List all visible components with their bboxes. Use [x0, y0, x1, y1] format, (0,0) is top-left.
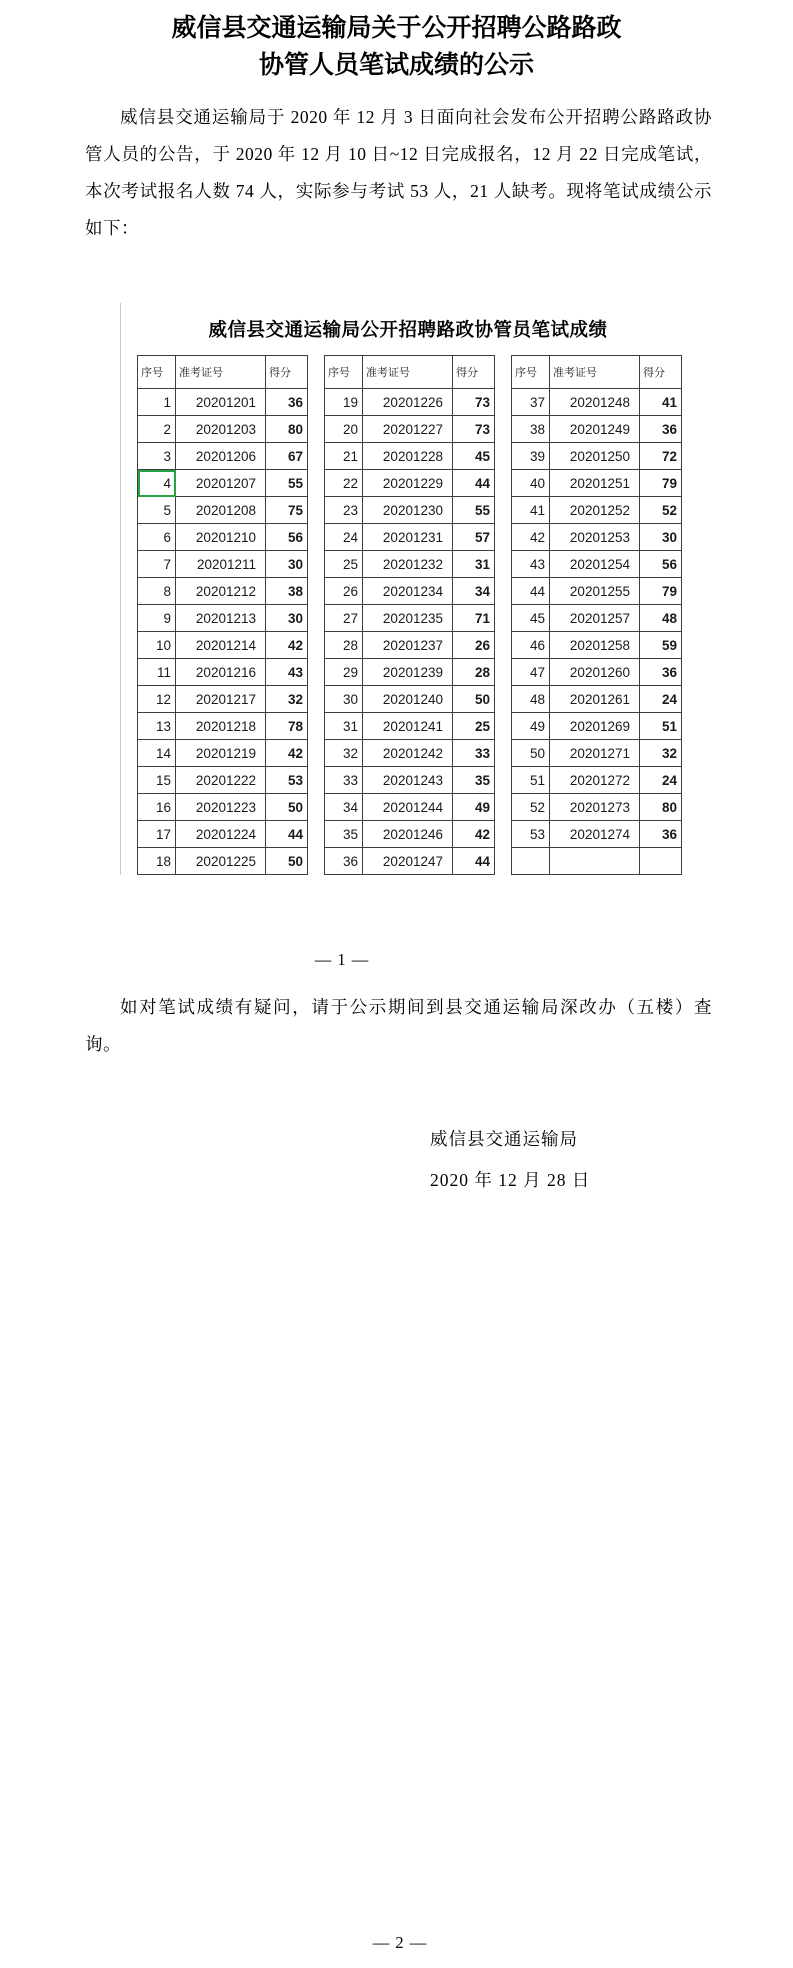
document-title — [0, 10, 793, 84]
ticket-cell: 20201210 — [176, 524, 266, 551]
table-row — [138, 443, 308, 470]
ticket-cell: 20201239 — [363, 659, 453, 686]
table-row — [325, 605, 495, 632]
seq-cell: 44 — [512, 578, 550, 605]
ticket-cell: 20201269 — [550, 713, 640, 740]
seq-cell: 30 — [325, 686, 363, 713]
table-row — [512, 659, 682, 686]
ticket-cell: 20201237 — [363, 632, 453, 659]
score-cell: 79 — [640, 470, 682, 497]
score-cell: 31 — [453, 551, 495, 578]
ticket-cell: 20201214 — [176, 632, 266, 659]
seq-cell: 13 — [138, 713, 176, 740]
ticket-cell: 20201218 — [176, 713, 266, 740]
empty-cell — [640, 848, 682, 875]
query-paragraph: 如对笔试成绩有疑问，请于公示期间到县交通运输局深改办（五楼）查询。 — [85, 997, 712, 1054]
seq-cell: 23 — [325, 497, 363, 524]
score-cell: 32 — [640, 740, 682, 767]
table-row — [325, 416, 495, 443]
ticket-cell: 20201206 — [176, 443, 266, 470]
header-seq-cell: 序号 — [512, 356, 550, 389]
ticket-cell: 20201257 — [550, 605, 640, 632]
seq-cell: 8 — [138, 578, 176, 605]
ticket-cell: 20201232 — [363, 551, 453, 578]
score-cell: 52 — [640, 497, 682, 524]
ticket-cell: 20201253 — [550, 524, 640, 551]
score-cell: 42 — [266, 632, 308, 659]
table-row — [138, 740, 308, 767]
table-row — [512, 524, 682, 551]
table-row — [512, 497, 682, 524]
ticket-cell: 20201274 — [550, 821, 640, 848]
header-score-cell: 得分 — [640, 356, 682, 389]
score-cell: 44 — [453, 470, 495, 497]
seq-cell: 12 — [138, 686, 176, 713]
ticket-cell: 20201260 — [550, 659, 640, 686]
signature-date: 2020 年 12 月 28 日 — [430, 1170, 591, 1190]
ticket-cell: 20201271 — [550, 740, 640, 767]
table-row — [512, 686, 682, 713]
table-row — [138, 578, 308, 605]
ticket-cell: 20201208 — [176, 497, 266, 524]
table-row — [138, 659, 308, 686]
score-cell: 73 — [453, 416, 495, 443]
table-row — [325, 578, 495, 605]
ticket-cell: 20201203 — [176, 416, 266, 443]
empty-row — [512, 848, 682, 875]
table-row — [325, 848, 495, 875]
seq-cell: 36 — [325, 848, 363, 875]
score-cell: 36 — [266, 389, 308, 416]
seq-cell: 32 — [325, 740, 363, 767]
score-cell: 75 — [266, 497, 308, 524]
seq-cell: 25 — [325, 551, 363, 578]
header-ticket-cell: 准考证号 — [363, 356, 453, 389]
table-row — [512, 767, 682, 794]
score-cell: 51 — [640, 713, 682, 740]
ticket-cell: 20201201 — [176, 389, 266, 416]
table-row — [138, 767, 308, 794]
table-row — [325, 389, 495, 416]
table-row — [325, 659, 495, 686]
seq-cell: 3 — [138, 443, 176, 470]
seq-cell: 52 — [512, 794, 550, 821]
table-row — [325, 497, 495, 524]
ticket-cell: 20201240 — [363, 686, 453, 713]
table-row — [138, 686, 308, 713]
ticket-cell: 20201235 — [363, 605, 453, 632]
seq-cell: 33 — [325, 767, 363, 794]
ticket-cell: 20201247 — [363, 848, 453, 875]
ticket-cell: 20201246 — [363, 821, 453, 848]
page-number-2: — 2 — — [372, 1933, 428, 1952]
seq-cell: 16 — [138, 794, 176, 821]
seq-cell: 47 — [512, 659, 550, 686]
score-cell: 79 — [640, 578, 682, 605]
table-row — [138, 821, 308, 848]
seq-cell: 18 — [138, 848, 176, 875]
seq-cell: 22 — [325, 470, 363, 497]
score-cell: 32 — [266, 686, 308, 713]
ticket-cell: 20201241 — [363, 713, 453, 740]
header-score-cell: 得分 — [266, 356, 308, 389]
ticket-cell: 20201231 — [363, 524, 453, 551]
header-seq-cell: 序号 — [325, 356, 363, 389]
table-row — [325, 524, 495, 551]
header-ticket-cell: 准考证号 — [176, 356, 266, 389]
score-table — [137, 303, 679, 875]
signature: 威信县交通运输局 — [430, 1129, 578, 1149]
seq-cell: 14 — [138, 740, 176, 767]
seq-cell: 1 — [138, 389, 176, 416]
score-cell: 43 — [266, 659, 308, 686]
table-row — [325, 821, 495, 848]
seq-cell: 10 — [138, 632, 176, 659]
ticket-cell: 20201273 — [550, 794, 640, 821]
score-cell: 50 — [453, 686, 495, 713]
table-row — [138, 794, 308, 821]
score-cell: 38 — [266, 578, 308, 605]
score-cell: 36 — [640, 821, 682, 848]
ticket-cell: 20201216 — [176, 659, 266, 686]
seq-cell: 37 — [512, 389, 550, 416]
score-cell: 45 — [453, 443, 495, 470]
ticket-cell: 20201248 — [550, 389, 640, 416]
table-row — [512, 632, 682, 659]
seq-cell: 27 — [325, 605, 363, 632]
intro-paragraph: 威信县交通运输局于 2020 年 12 月 3 日面向社会发布公开招聘公路路政协管人员的公告，于 2020 年 12 月 10 日~12 日完成报名，12 月 22 日完成笔试，本次考试报名人数 74 人，实际参与考试 53 人，21 人缺考。现将笔试成绩公示如下： — [85, 107, 712, 238]
ticket-cell: 20201258 — [550, 632, 640, 659]
table-row — [325, 713, 495, 740]
seq-cell: 11 — [138, 659, 176, 686]
table-row — [512, 416, 682, 443]
seq-cell: 5 — [138, 497, 176, 524]
seq-cell: 53 — [512, 821, 550, 848]
seq-cell: 2 — [138, 416, 176, 443]
seq-cell: 51 — [512, 767, 550, 794]
header-seq-cell: 序号 — [138, 356, 176, 389]
ticket-cell: 20201217 — [176, 686, 266, 713]
ticket-cell: 20201255 — [550, 578, 640, 605]
score-cell: 26 — [453, 632, 495, 659]
header-ticket-cell: 准考证号 — [550, 356, 640, 389]
table-row — [138, 524, 308, 551]
seq-cell: 45 — [512, 605, 550, 632]
score-cell: 44 — [266, 821, 308, 848]
seq-cell: 43 — [512, 551, 550, 578]
ticket-cell: 20201213 — [176, 605, 266, 632]
ticket-cell: 20201211 — [176, 551, 266, 578]
ticket-cell: 20201228 — [363, 443, 453, 470]
score-cell: 56 — [266, 524, 308, 551]
table-row — [512, 578, 682, 605]
seq-cell: 19 — [325, 389, 363, 416]
score-cell: 80 — [266, 416, 308, 443]
table-row — [138, 713, 308, 740]
title-line-2: 协管人员笔试成绩的公示 — [258, 52, 534, 79]
score-cell: 30 — [266, 605, 308, 632]
score-table-group-2 — [324, 355, 495, 875]
table-row — [512, 443, 682, 470]
score-table-title: 威信县交通运输局公开招聘路政协管员笔试成绩 — [208, 321, 608, 341]
selected-cell: 4 — [138, 470, 176, 497]
table-row — [512, 551, 682, 578]
seq-cell: 29 — [325, 659, 363, 686]
table-row — [512, 713, 682, 740]
seq-cell: 42 — [512, 524, 550, 551]
page-number-1: — 1 — — [314, 950, 370, 969]
table-row — [138, 632, 308, 659]
table-row — [512, 389, 682, 416]
score-cell: 36 — [640, 659, 682, 686]
seq-cell: 26 — [325, 578, 363, 605]
table-row — [512, 740, 682, 767]
ticket-cell: 20201261 — [550, 686, 640, 713]
score-table-group-1 — [137, 355, 308, 875]
ticket-cell: 20201227 — [363, 416, 453, 443]
seq-cell: 20 — [325, 416, 363, 443]
table-row — [325, 794, 495, 821]
table-row — [138, 416, 308, 443]
score-cell: 73 — [453, 389, 495, 416]
table-row — [325, 443, 495, 470]
score-cell: 30 — [640, 524, 682, 551]
score-cell: 71 — [453, 605, 495, 632]
score-cell: 33 — [453, 740, 495, 767]
table-row — [325, 686, 495, 713]
ticket-cell: 20201250 — [550, 443, 640, 470]
score-cell: 42 — [266, 740, 308, 767]
score-cell: 42 — [453, 821, 495, 848]
seq-cell: 46 — [512, 632, 550, 659]
table-row — [138, 497, 308, 524]
empty-cell — [512, 848, 550, 875]
score-cell: 24 — [640, 686, 682, 713]
seq-cell: 28 — [325, 632, 363, 659]
table-row — [138, 551, 308, 578]
score-cell: 28 — [453, 659, 495, 686]
seq-cell: 15 — [138, 767, 176, 794]
ticket-cell: 20201244 — [363, 794, 453, 821]
seq-cell: 31 — [325, 713, 363, 740]
score-cell: 50 — [266, 794, 308, 821]
ticket-cell: 20201251 — [550, 470, 640, 497]
empty-cell — [550, 848, 640, 875]
seq-cell: 49 — [512, 713, 550, 740]
ticket-cell: 20201207 — [176, 470, 266, 497]
seq-cell: 38 — [512, 416, 550, 443]
seq-cell: 6 — [138, 524, 176, 551]
ticket-cell: 20201254 — [550, 551, 640, 578]
ticket-cell: 20201252 — [550, 497, 640, 524]
score-cell: 30 — [266, 551, 308, 578]
ticket-cell: 20201225 — [176, 848, 266, 875]
score-cell: 50 — [266, 848, 308, 875]
score-cell: 72 — [640, 443, 682, 470]
seq-cell: 17 — [138, 821, 176, 848]
score-cell: 44 — [453, 848, 495, 875]
seq-cell: 48 — [512, 686, 550, 713]
ticket-cell: 20201272 — [550, 767, 640, 794]
score-cell: 59 — [640, 632, 682, 659]
table-row — [512, 794, 682, 821]
score-cell: 55 — [453, 497, 495, 524]
table-row — [138, 848, 308, 875]
score-cell: 56 — [640, 551, 682, 578]
score-cell: 55 — [266, 470, 308, 497]
ticket-cell: 20201224 — [176, 821, 266, 848]
seq-cell: 41 — [512, 497, 550, 524]
score-cell: 57 — [453, 524, 495, 551]
score-cell: 25 — [453, 713, 495, 740]
ticket-cell: 20201226 — [363, 389, 453, 416]
score-cell: 80 — [640, 794, 682, 821]
ticket-cell: 20201242 — [363, 740, 453, 767]
seq-cell: 40 — [512, 470, 550, 497]
seq-cell: 50 — [512, 740, 550, 767]
table-row — [138, 605, 308, 632]
score-cell: 53 — [266, 767, 308, 794]
ticket-cell: 20201219 — [176, 740, 266, 767]
score-cell: 24 — [640, 767, 682, 794]
score-cell: 49 — [453, 794, 495, 821]
ticket-cell: 20201229 — [363, 470, 453, 497]
table-row — [325, 767, 495, 794]
ticket-cell: 20201249 — [550, 416, 640, 443]
seq-cell: 21 — [325, 443, 363, 470]
score-table-groups — [137, 355, 679, 875]
ticket-cell: 20201222 — [176, 767, 266, 794]
table-row — [325, 551, 495, 578]
header-score-cell: 得分 — [453, 356, 495, 389]
score-cell: 34 — [453, 578, 495, 605]
excel-gridline — [120, 303, 121, 875]
table-row — [138, 389, 308, 416]
ticket-cell: 20201212 — [176, 578, 266, 605]
seq-cell: 9 — [138, 605, 176, 632]
table-row — [325, 740, 495, 767]
score-cell: 78 — [266, 713, 308, 740]
table-row — [325, 470, 495, 497]
score-cell: 35 — [453, 767, 495, 794]
ticket-cell: 20201223 — [176, 794, 266, 821]
table-row — [325, 632, 495, 659]
seq-cell: 7 — [138, 551, 176, 578]
table-row — [512, 821, 682, 848]
score-cell: 67 — [266, 443, 308, 470]
ticket-cell: 20201234 — [363, 578, 453, 605]
seq-cell: 39 — [512, 443, 550, 470]
title-line-1: 威信县交通运输局关于公开招聘公路路政 — [171, 15, 622, 42]
score-table-group-3 — [511, 355, 682, 875]
table-row — [512, 605, 682, 632]
seq-cell: 34 — [325, 794, 363, 821]
score-cell: 48 — [640, 605, 682, 632]
header-row — [138, 356, 308, 389]
score-cell: 41 — [640, 389, 682, 416]
header-row — [512, 356, 682, 389]
score-cell: 36 — [640, 416, 682, 443]
ticket-cell: 20201230 — [363, 497, 453, 524]
seq-cell: 24 — [325, 524, 363, 551]
ticket-cell: 20201243 — [363, 767, 453, 794]
table-row — [512, 470, 682, 497]
seq-cell: 35 — [325, 821, 363, 848]
table-row — [138, 470, 308, 497]
header-row — [325, 356, 495, 389]
